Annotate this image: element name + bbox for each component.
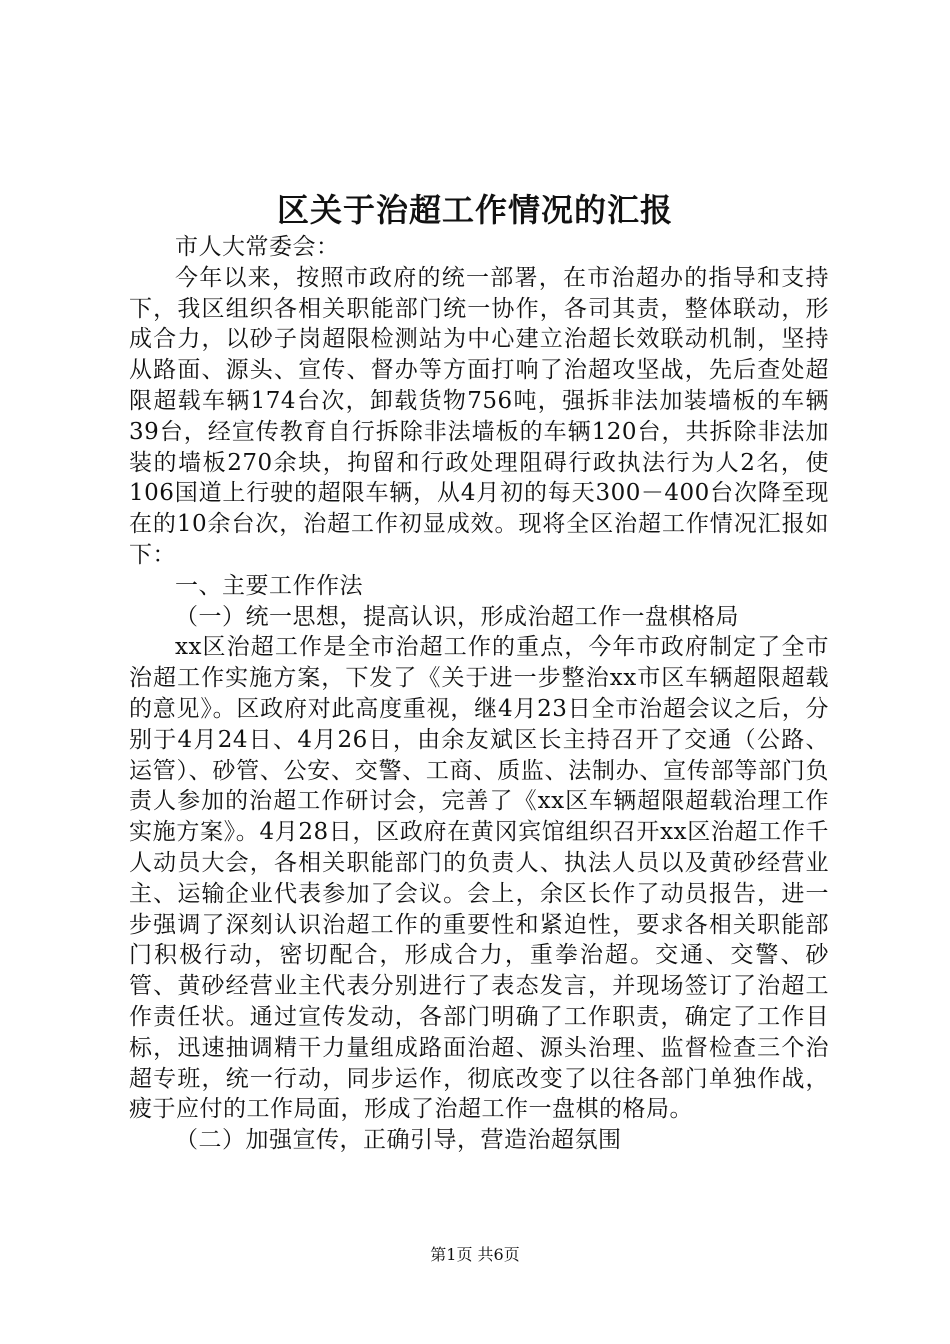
section-heading-1: 一、主要工作作法 bbox=[175, 572, 363, 599]
subsection-heading-2: （二）加强宣传，正确引导，营造治超氛围 bbox=[175, 1127, 622, 1154]
page-footer: 第1页 共6页 bbox=[430, 1245, 520, 1264]
document-title: 区关于治超工作情况的汇报 bbox=[276, 191, 673, 229]
document-body bbox=[129, 232, 829, 1156]
subsection-heading-1: （一）统一思想，提高认识，形成治超工作一盘棋格局 bbox=[175, 603, 739, 630]
intro-paragraph: 今年以来，按照市政府的统一部署，在市治超办的指导和支持下，我区组织各相关职能部门统一协作，各司其责，整体联动，形成合力，以砂子岗超限检测站为中心建立治超长效联动机制，坚持从路面、源头、宣传、督办等方面打响了治超攻坚战，先后查处超限超载车辆174台次，卸载货物756吨，强拆非法加装墙板的车辆39台，经宣传教育自行拆除非法墙板的车辆120台，共拆除非法加装的墙板270余块，拘留和行政处理阻碍行政执法行为人2名，使106国道上行驶的超限车辆，从4月初的每天300－400台次降至现在的10余台次，治超工作初显成效。现将全区治超工作情况汇报如下： bbox=[129, 264, 829, 568]
salutation: 市人大常委会： bbox=[175, 234, 340, 260]
body-paragraph-2: xx区治超工作是全市治超工作的重点，今年市政府制定了全市治超工作实施方案，下发了《关于进一步整治xx市区车辆超限超载的意见》。区政府对此高度重视，继4月23日全市治超会议之后，分别于4月24日、4月26日，由余友斌区长主持召开了交通（公路、运管）、砂管、公安、交警、工商、质监、法制办、宣传部等部门负责人参加的治超工作研讨会，完善了《xx区车辆超限超载治理工作实施方案》。4月28日，区政府在黄冈宾馆组织召开xx区治超工作千人动员大会，各相关职能部门的负责人、执法人员以及黄砂经营业主、运输企业代表参加了会议。会上，余区长作了动员报告，进一步强调了深刻认识治超工作的重要性和紧迫性，要求各相关职能部门积极行动，密切配合，形成合力，重拳治超。交通、交警、砂管、黄砂经营业主代表分别进行了表态发言，并现场签订了治超工作责任状。通过宣传发动，各部门明确了工作职责，确定了工作目标，迅速抽调精干力量组成路面治超、源头治理、监督检查三个治超专班，统一行动，同步运作，彻底改变了以往各部门单独作战，疲于应付的工作局面，形成了治超工作一盘棋的格局。 bbox=[129, 634, 829, 1123]
